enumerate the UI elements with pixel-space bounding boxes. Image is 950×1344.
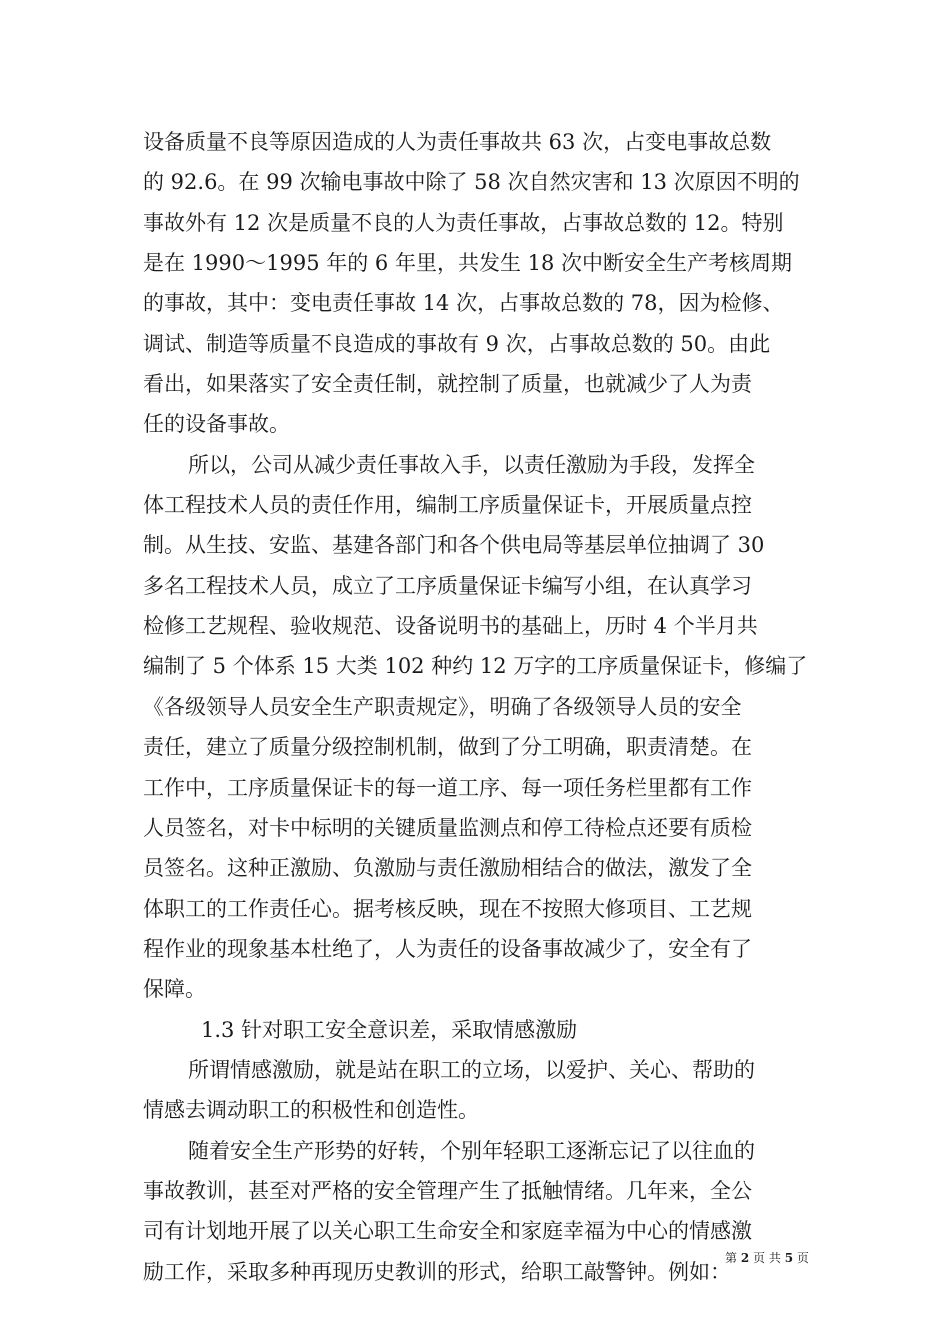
body-line: 责任，建立了质量分级控制机制，做到了分工明确，职责清楚。在: [143, 735, 752, 760]
body-line: 看出，如果落实了安全责任制，就控制了质量，也就减少了人为责: [143, 372, 752, 397]
body-line: 事故外有 12 次是质量不良的人为责任事故，占事故总数的 12。特别: [143, 210, 784, 235]
body-line: 司有计划地开展了以关心职工生命安全和家庭幸福为中心的情感激: [143, 1219, 752, 1244]
body-line: 编制了 5 个体系 15 大类 102 种约 12 万字的工序质量保证卡，修编了: [143, 654, 808, 679]
body-line: 励工作，采取多种再现历史教训的形式，给职工敲警钟。例如：: [143, 1259, 731, 1284]
body-line: 的事故，其中：变电责任事故 14 次，占事故总数的 78，因为检修、: [143, 291, 784, 316]
body-line: 是在 1990～1995 年的 6 年里，共发生 18 次中断安全生产考核周期: [143, 251, 793, 276]
body-line: 保障。: [143, 977, 206, 1002]
body-line: 任的设备事故。: [143, 412, 290, 437]
paragraph-first-line: 所以，公司从减少责任事故入手，以责任激励为手段，发挥全: [188, 452, 755, 477]
footer-suffix: 页: [796, 1251, 809, 1265]
body-line: 体职工的工作责任心。据考核反映，现在不按照大修项目、工艺规: [143, 896, 752, 921]
body-line: 《各级领导人员安全生产职责规定》，明确了各级领导人员的安全: [143, 694, 742, 719]
paragraph-first-line: 所谓情感激励，就是站在职工的立场，以爱护、关心、帮助的: [188, 1057, 755, 1082]
body-line: 工作中，工序质量保证卡的每一道工序、每一项任务栏里都有工作: [143, 775, 752, 800]
body-line: 事故教训，甚至对严格的安全管理产生了抵触情绪。几年来，全公: [143, 1178, 752, 1203]
footer-prefix: 第: [725, 1251, 738, 1265]
body-line: 人员签名，对卡中标明的关键质量监测点和停工待检点还要有质检: [143, 815, 752, 840]
footer-middle: 页 共: [753, 1251, 781, 1265]
body-line: 制。从生技、安监、基建各部门和各个供电局等基层单位抽调了 30: [143, 533, 765, 558]
body-line: 调试、制造等质量不良造成的事故有 9 次，占事故总数的 50。由此: [143, 331, 771, 356]
paragraph-first-line: 随着安全生产形势的好转，个别年轻职工逐渐忘记了以往血的: [188, 1138, 755, 1163]
body-line: 程作业的现象基本杜绝了，人为责任的设备事故减少了，安全有了: [143, 936, 752, 961]
current-page-number: 2: [740, 1251, 750, 1265]
page-number-footer: [725, 1250, 809, 1266]
body-line: 员签名。这种正激励、负激励与责任激励相结合的做法，激发了全: [143, 856, 752, 881]
body-line: 情感去调动职工的积极性和创造性。: [143, 1098, 479, 1123]
body-line: 体工程技术人员的责任作用，编制工序质量保证卡，开展质量点控: [143, 493, 752, 518]
document-body: [143, 122, 813, 1292]
body-line: 的 92.6。在 99 次输电事故中除了 58 次自然灾害和 13 次原因不明的: [143, 170, 800, 195]
body-line: 多名工程技术人员，成立了工序质量保证卡编写小组，在认真学习: [143, 573, 752, 598]
body-line: 设备质量不良等原因造成的人为责任事故共 63 次，占变电事故总数: [143, 130, 772, 154]
section-heading: 1.3 针对职工安全意识差，采取情感激励: [201, 1017, 578, 1042]
body-line: 检修工艺规程、验收规范、设备说明书的基础上，历时 4 个半月共: [143, 614, 758, 639]
total-page-number: 5: [784, 1251, 794, 1265]
